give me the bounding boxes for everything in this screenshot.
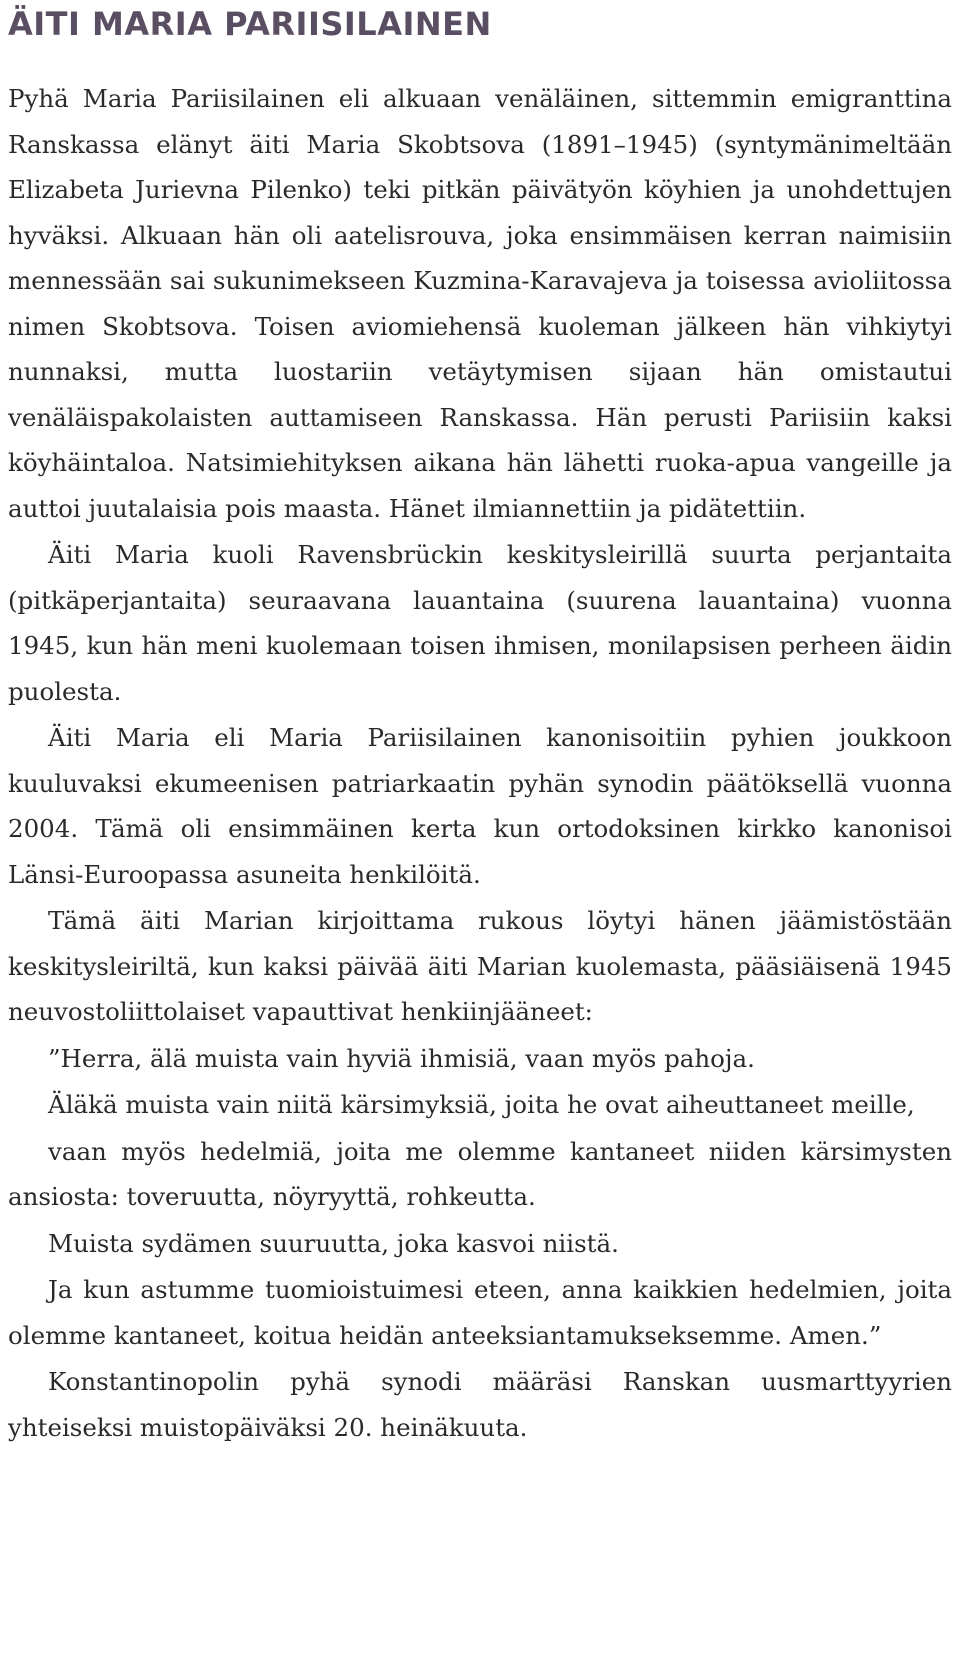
prayer-line-2: Äläkä muista vain niitä kärsimyksiä, joita he ovat aiheuttaneet meille, [48,1090,915,1119]
paragraph-prayer-intro: Tämä äiti Marian kirjoittama rukous löytyi hänen jäämistöstään keskitysleiriltä, kun kaksi päivää äiti Marian kuolemasta, pääsiäisenä 1945 neuvostoliittolaiset vapauttivat henkiinjääneet: [8,906,952,1026]
paragraph-intro: Pyhä Maria Pariisilainen eli alkuaan venäläinen, sittemmin emigranttina Ranskassa elänyt äiti Maria Skobtsova (1891–1945) (syntymänimeltään Elizabeta Jurievna Pilenko) teki pitkän päivätyön köyhien ja unohdettujen hyväksi. Alkuaan hän oli aatelisrouva, joka ensimmäisen kerran naimisiin mennessään sai sukunimekseen Kuzmina-Karavajeva ja toisessa avioliitossa nimen Skobtsova. Toisen aviomiehensä kuoleman jälkeen hän vihkiytyi nunnaksi, mutta luostariin vetäytymisen sijaan hän omistautui venäläispakolaisten auttamiseen Ranskassa. Hän perusti Pariisiin kaksi köyhäintaloa. Natsimiehityksen aikana hän lähetti ruoka-apua vangeille ja auttoi juutalaisia pois maasta. Hänet ilmiannettiin ja pidätettiin. [8,84,952,523]
prayer-line-1: ”Herra, älä muista vain hyviä ihmisiä, vaan myös pahoja. [48,1043,755,1073]
paragraph-feast-day: Konstantinopolin pyhä synodi määräsi Ranskan uusmarttyyrien yhteiseksi muistopäiväksi 20. heinäkuuta. [8,1367,952,1442]
prayer-line-3: vaan myös hedelmiä, joita me olemme kantaneet niiden kärsimysten ansiosta: toveruutta, nöyryyttä, rohkeutta. [8,1136,952,1211]
document-page [8,0,952,1450]
prayer-line-4: Muista sydämen suuruutta, joka kasvoi niistä. [48,1228,619,1258]
paragraph-death: Äiti Maria kuoli Ravensbrückin keskitysleirillä suurta perjantaita (pitkäperjantaita) seuraavana lauantaina (suurena lauantaina) vuonna 1945, kun hän meni kuolemaan toisen ihmisen, monilapsisen perheen äidin puolesta. [8,540,952,706]
document-title: ÄITI MARIA PARIISILAINEN [8,5,492,43]
prayer-line-5: Ja kun astumme tuomioistuimesi eteen, anna kaikkien hedelmien, joita olemme kantaneet, koitua heidän anteeksiantamukseksemme. Amen.” [8,1275,952,1350]
paragraph-canonization: Äiti Maria eli Maria Pariisilainen kanonisoitiin pyhien joukkoon kuuluvaksi ekumeenisen patriarkaatin pyhän synodin päätöksellä vuonna 2004. Tämä oli ensimmäinen kerta kun ortodoksinen kirkko kanonisoi Länsi-Euroopassa asuneita henkilöitä. [8,723,952,889]
document-body [8,76,952,1450]
